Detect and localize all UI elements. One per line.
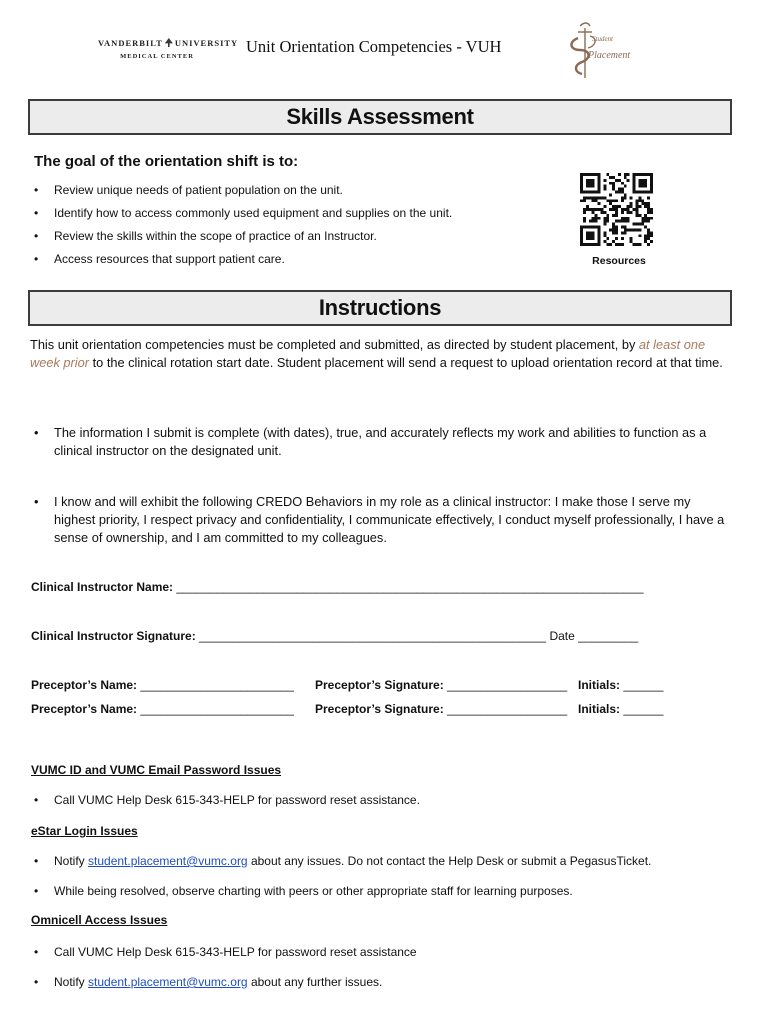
omnicell-issues-list (34, 944, 417, 960)
preceptor-signature-line[interactable]: __________________ (447, 678, 568, 692)
preceptor-signature-field[interactable] (315, 702, 567, 716)
attestation-item (34, 424, 730, 460)
field-label: Preceptor’s Name: (31, 678, 138, 692)
field-label: Preceptor’s Signature: (315, 702, 444, 716)
list-item: • Access resources that support patient care. (34, 251, 452, 274)
field-label: Preceptor’s Name: (31, 702, 138, 716)
ci-signature-line[interactable]: ____________________________________________________ (199, 629, 547, 643)
list-item: • Identify how to access commonly used equipment and supplies on the unit. (34, 205, 452, 228)
instructions-heading: Instructions (28, 290, 732, 326)
omnicell-issues-heading: Omnicell Access Issues (31, 913, 168, 927)
initials-line[interactable]: ______ (623, 702, 664, 716)
student-placement-email-link[interactable]: student.placement@vumc.org (88, 854, 248, 868)
date-label: Date (549, 629, 575, 643)
logo-subtitle: MEDICAL CENTER (120, 53, 194, 60)
field-label: Initials: (578, 678, 621, 692)
list-item: • While being resolved, observe charting with peers or other appropriate staff for learning purposes. (34, 883, 573, 899)
student-placement-email-link[interactable]: student.placement@vumc.org (88, 975, 248, 989)
ci-signature-field[interactable] (31, 629, 638, 643)
list-item: • Call VUMC Help Desk 615-343-HELP for password reset assistance. (34, 792, 420, 808)
list-item (34, 853, 651, 869)
student-placement-logo (566, 20, 638, 80)
para-text: This unit orientation competencies must be completed and submitted, as directed by student placement, by (30, 337, 639, 352)
goal-intro: The goal of the orientation shift is to: (34, 153, 299, 170)
list-item: • Review the skills within the scope of practice of an Instructor. (34, 228, 452, 251)
initials-field[interactable] (578, 678, 663, 692)
logo-word-student: Student (592, 35, 613, 43)
preceptor-signature-field[interactable] (315, 678, 567, 692)
logo-word-university: UNIVERSITY (174, 38, 239, 48)
estar-issues-heading: eStar Login Issues (31, 824, 138, 838)
item-text: Notify (54, 854, 89, 868)
vanderbilt-logo (98, 38, 239, 60)
preceptor-signature-line[interactable]: __________________ (447, 702, 568, 716)
qr-label: Resources (592, 255, 646, 267)
omnicell-issues-list (34, 974, 382, 990)
item-text: about any further issues. (247, 975, 383, 989)
list-item: • Review unique needs of patient population on the unit. (34, 182, 452, 205)
para-text: to the clinical rotation start date. Student placement will send a request to upload orientation record at that time. (89, 355, 723, 370)
list-item (34, 974, 382, 990)
item-text: Notify (54, 975, 89, 989)
estar-issues-list (34, 853, 651, 869)
instructions-paragraph (30, 336, 730, 372)
item-text: about any issues. Do not contact the Help Desk or submit a PegasusTicket. (247, 854, 652, 868)
field-label: Clinical Instructor Name: (31, 580, 174, 594)
ci-name-field[interactable] (31, 580, 644, 594)
vumc-issues-heading: VUMC ID and VUMC Email Password Issues (31, 763, 282, 777)
preceptor-name-field[interactable] (31, 678, 294, 692)
ci-name-line[interactable]: ______________________________________________________________________ (176, 580, 644, 594)
initials-line[interactable]: ______ (623, 678, 664, 692)
initials-field[interactable] (578, 702, 663, 716)
preceptor-name-line[interactable]: _______________________ (140, 678, 294, 692)
deadline-emphasis: at least one week prior (30, 337, 706, 370)
list-item: • Call VUMC Help Desk 615-343-HELP for password reset assistance (34, 944, 417, 960)
oak-leaf-icon (165, 38, 173, 47)
list-item: • I know and will exhibit the following CREDO Behaviors in my role as a clinical instructor: I make those I serve my highest priority, I respect privacy and confidentiality, I communicate effectively, I conduct myself professionally, I have a sense of ownership, and I am committed to my colleagues. (34, 493, 730, 547)
logo-word-vanderbilt: VANDERBILT (98, 38, 163, 48)
field-label: Preceptor’s Signature: (315, 678, 444, 692)
preceptor-name-line[interactable]: _______________________ (140, 702, 294, 716)
logo-name (98, 38, 239, 48)
field-label: Initials: (578, 702, 621, 716)
logo-word-placement: Placement (588, 50, 631, 61)
vumc-issues-list (34, 792, 420, 808)
resources-qr-code[interactable] (580, 173, 653, 246)
skills-assessment-heading: Skills Assessment (28, 99, 732, 135)
field-label: Clinical Instructor Signature: (31, 629, 196, 643)
credo-item (34, 493, 730, 547)
document-title: Unit Orientation Competencies - VUH (246, 37, 502, 56)
goals-list (34, 182, 452, 274)
date-line[interactable]: _________ (578, 629, 639, 643)
estar-issues-list (34, 883, 573, 899)
preceptor-name-field[interactable] (31, 702, 294, 716)
list-item: • The information I submit is complete (with dates), true, and accurately reflects my work and abilities to function as a clinical instructor on the designated unit. (34, 424, 730, 460)
